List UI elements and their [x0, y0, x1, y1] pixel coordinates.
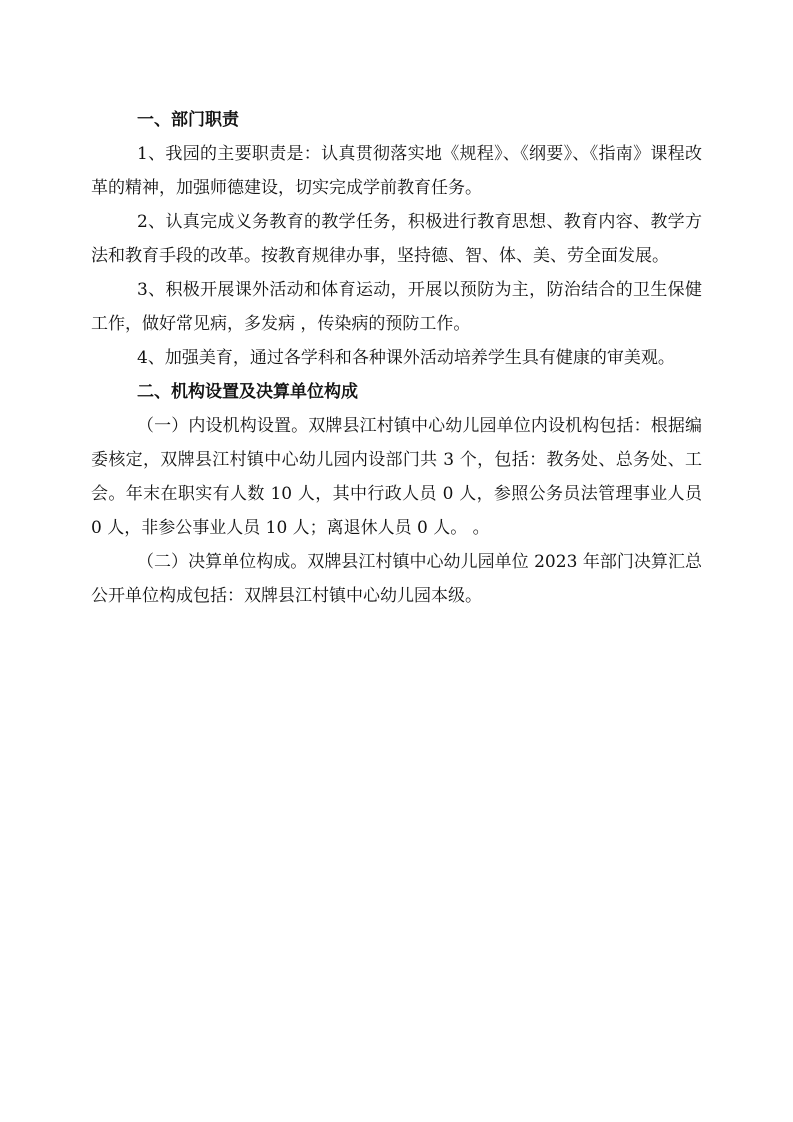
document-body — [91, 103, 702, 613]
section-heading-organization: 二、机构设置及决算单位构成 — [137, 382, 358, 402]
duty-paragraph-3: 3、积极开展课外活动和体育运动，开展以预防为主，防治结合的卫生保健工作，做好常见病，多发病 ，传染病的预防工作。 — [91, 280, 702, 334]
accounting-unit-paragraph: （二）决算单位构成。双牌县江村镇中心幼儿园单位 2023 年部门决算汇总公开单位构成包括：双牌县江村镇中心幼儿园本级。 — [91, 552, 702, 606]
duty-paragraph-1: 1、我园的主要职责是：认真贯彻落实地《规程》、《纲要》、《指南》课程改革的精神，加强师德建设，切实完成学前教育任务。 — [91, 144, 702, 198]
section-heading-department-duties: 一、部门职责 — [137, 110, 239, 130]
internal-structure-paragraph: （一）内设机构设置。双牌县江村镇中心幼儿园单位内设机构包括：根据编委核定，双牌县江村镇中心幼儿园内设部门共 3 个，包括：教务处、总务处、工会。年末在职实有人数 10 人，其中行政人员 0 人，参照公务员法管理事业人员 0 人，非参公事业人员 10 人；离退休人员 0 人。 。 — [91, 416, 702, 538]
duty-paragraph-4: 4、加强美育，通过各学科和各种课外活动培养学生具有健康的审美观。 — [137, 348, 675, 368]
duty-paragraph-2: 2、认真完成义务教育的教学任务，积极进行教育思想、教育内容、教学方法和教育手段的改革。按教育规律办事，坚持德、智、体、美、劳全面发展。 — [91, 212, 702, 266]
